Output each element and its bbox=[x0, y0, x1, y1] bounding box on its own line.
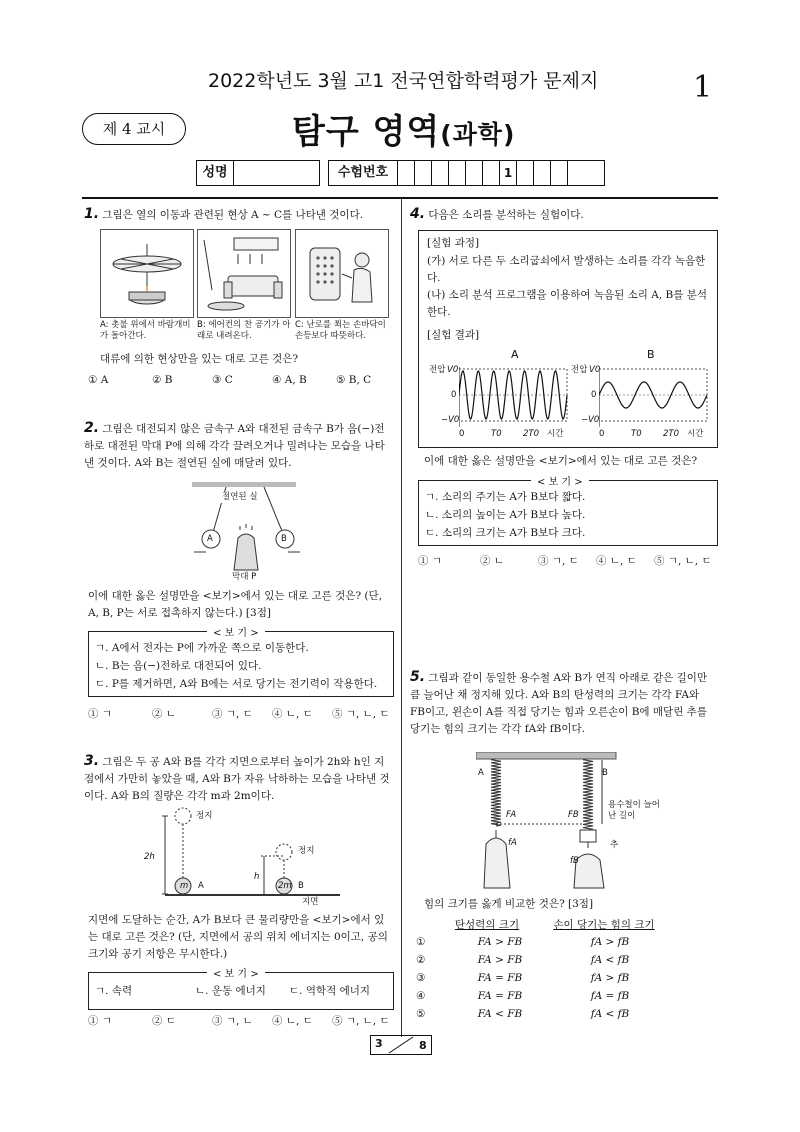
exam-number-label: 수험번호 bbox=[329, 161, 398, 185]
q3-text bbox=[84, 753, 394, 805]
q4-number: 4. bbox=[410, 206, 426, 222]
q4-a-y-top: V0 bbox=[447, 365, 459, 375]
q5-row-3[interactable] bbox=[416, 972, 676, 990]
q1-stem: 그림은 열의 이동과 관련된 현상 A ~ C를 나타낸 것이다. bbox=[102, 209, 364, 221]
q3-ground-label: 지면 bbox=[302, 897, 319, 907]
q4-bogi-1: ㄱ. 소리의 주기는 A가 B보다 짧다. bbox=[425, 491, 586, 503]
exam-title: 2022학년도 3월 고1 전국연합학력평가 문제지 bbox=[208, 70, 599, 92]
q5-row-4-c1: FA = FB bbox=[477, 990, 523, 1002]
name-label: 성명 bbox=[197, 161, 234, 185]
q5-weight-label: 추 bbox=[610, 840, 619, 850]
q5-stem: 그림과 같이 동일한 용수철 A와 B가 연직 아래로 같은 길이만큼 늘어난 채 정지해 있다. A와 B의 탄성력의 크기는 각각 FA와 FB이고, 왼손이 A를 직접 당기는 힘과 오른손이 B에 매달린 추를 당기는 힘의 크기는 각각 fA와 fB이다. bbox=[410, 672, 708, 735]
exam-digit-3[interactable] bbox=[432, 161, 449, 185]
q4-bogi-title: < 보 기 > bbox=[531, 473, 589, 488]
q4-result-title: [실험 결과] bbox=[427, 329, 480, 341]
q4-b-y-zero: 0 bbox=[591, 390, 597, 400]
q4-question: 이에 대한 옳은 설명만을 <보기>에서 있는 대로 고른 것은? bbox=[424, 455, 698, 467]
q5-row-3-c1: FA = FB bbox=[477, 972, 523, 984]
q5-col2-header: 손이 당기는 힘의 크기 bbox=[553, 919, 655, 931]
exam-digit-fixed: 1 bbox=[500, 161, 517, 185]
q4-stem: 다음은 소리를 분석하는 실험이다. bbox=[428, 209, 584, 221]
q1-figure-c bbox=[295, 229, 389, 318]
q2-bogi-1: ㄱ. A에서 전자는 P에 가까운 쪽으로 이동한다. bbox=[95, 642, 309, 654]
q4-b-x-2t0: 2T0 bbox=[663, 429, 680, 439]
q4-procedure-na: (나) 소리 분석 프로그램을 이용하여 녹음된 소리 A, B를 분석한다. bbox=[427, 289, 708, 318]
q5-number: 5. bbox=[410, 669, 426, 685]
q4-graph-b-title: B bbox=[647, 348, 655, 361]
q5-force-fb: FB bbox=[568, 810, 579, 820]
q1-caption-a: A: 촛불 위에서 바람개비가 돌아간다. bbox=[100, 320, 191, 341]
exam-digit-10[interactable] bbox=[551, 161, 568, 185]
q5-row-3-no: ③ bbox=[416, 972, 426, 984]
q5-row-1-c2: fA > fB bbox=[590, 936, 630, 948]
q4-a-x-2t0: 2T0 bbox=[523, 429, 540, 439]
q3-choice-1[interactable]: ① ㄱ bbox=[88, 1015, 112, 1027]
q1-caption-c: C: 난로를 쬐는 손바닥이 손등보다 따뜻하다. bbox=[295, 320, 386, 341]
q4-procedure-title: [실험 과정] bbox=[427, 237, 480, 249]
q3-stem: 그림은 두 공 A와 B를 각각 지면으로부터 높이가 2h와 h인 지점에서 가만히 놓았을 때, A와 B가 자유 낙하하는 모습을 나타낸 것이다. A와 B의 질량은 각각 m과 2m이다. bbox=[84, 756, 390, 802]
subject-title bbox=[292, 104, 515, 153]
name-box bbox=[196, 160, 320, 186]
q5-row-4-no: ④ bbox=[416, 990, 426, 1002]
header-rule bbox=[82, 197, 718, 199]
q2-choice-3[interactable]: ③ ㄱ, ㄷ bbox=[212, 708, 253, 720]
q2-string-label: 절연된 실 bbox=[222, 492, 258, 502]
q3-ball-a: A bbox=[198, 881, 204, 891]
q2-bogi-3: ㄷ. P를 제거하면, A와 B에는 서로 당기는 전기력이 작용한다. bbox=[95, 678, 378, 690]
q4-bogi-2: ㄴ. 소리의 높이는 A가 B보다 높다. bbox=[425, 509, 586, 521]
q1-number: 1. bbox=[84, 206, 100, 222]
q5-col1-header: 탄성력의 크기 bbox=[454, 919, 520, 931]
q5-text bbox=[410, 669, 716, 738]
q5-row-2[interactable] bbox=[416, 954, 676, 972]
q5-row-4-c2: fA = fB bbox=[590, 990, 630, 1002]
column-divider bbox=[401, 199, 402, 1037]
q2-choice-4[interactable]: ④ ㄴ, ㄷ bbox=[272, 708, 313, 720]
q2-choice-1[interactable]: ① ㄱ bbox=[88, 708, 112, 720]
q4-bogi-3: ㄷ. 소리의 크기는 A가 B보다 크다. bbox=[425, 527, 586, 539]
q2-stem: 그림은 대전되지 않은 금속구 A와 대전된 금속구 B가 음(−)전하로 대전된 막대 P에 의해 각각 끌려오거나 밀려나는 모습을 나타낸 것이다. A와 B는 절연된 실에 매달려 있다. bbox=[84, 423, 385, 469]
q3-bogi-3: ㄷ. 역학적 에너지 bbox=[289, 985, 371, 997]
q5-row-2-no: ② bbox=[416, 954, 426, 966]
q1-caption-b: B: 에어컨의 찬 공기가 아래로 내려온다. bbox=[197, 320, 291, 341]
q3-mass-2m: 2m bbox=[278, 881, 292, 891]
q1-choice-1[interactable]: ① A bbox=[88, 374, 109, 386]
q5-spring-a-label: A bbox=[478, 768, 484, 778]
q2-bogi-2: ㄴ. B는 음(−)전하로 대전되어 있다. bbox=[95, 660, 262, 672]
q5-row-2-c1: FA > FB bbox=[477, 954, 523, 966]
q3-question: 지면에 도달하는 순간, A가 B보다 큰 물리량만을 <보기>에서 있는 대로 고른 것은? (단, 지면에서 공의 위치 에너지는 0이고, 공의 크기와 공기 저항은 무시한다.) bbox=[88, 914, 388, 960]
q4-graph-a bbox=[459, 367, 571, 427]
q4-b-x-0: 0 bbox=[599, 429, 605, 439]
q1-choice-2[interactable]: ② B bbox=[152, 374, 173, 386]
q3-stop-b-label: 정지 bbox=[298, 846, 315, 856]
session-badge: 제 4 교시 bbox=[82, 113, 186, 145]
q2-ball-b-label: B bbox=[281, 534, 287, 544]
q2-bogi-title: < 보 기 > bbox=[207, 624, 265, 639]
exam-digit-9[interactable] bbox=[534, 161, 551, 185]
q1-question: 대류에 의한 현상만을 있는 대로 고른 것은? bbox=[100, 353, 299, 365]
page-current: 3 bbox=[375, 1037, 383, 1050]
q5-row-5[interactable] bbox=[416, 1008, 676, 1026]
q5-hand-fb: fB bbox=[570, 856, 579, 866]
q5-answer-table bbox=[416, 936, 676, 1026]
q4-a-x-t0: T0 bbox=[491, 429, 502, 439]
q5-stretch-note: 용수철이 늘어난 길이 bbox=[608, 800, 660, 821]
q5-row-5-c1: FA < FB bbox=[477, 1008, 523, 1020]
q1-text bbox=[84, 206, 394, 224]
q2-choice-2[interactable]: ② ㄴ bbox=[152, 708, 176, 720]
exam-digit-1[interactable] bbox=[398, 161, 415, 185]
q3-choices bbox=[88, 1013, 394, 1028]
q2-text bbox=[84, 420, 394, 472]
q4-b-y-bot: −V0 bbox=[581, 415, 600, 425]
subject-main: 탐구 영역 bbox=[292, 112, 441, 152]
exam-digit-4[interactable] bbox=[449, 161, 466, 185]
q3-bogi-title: < 보 기 > bbox=[207, 965, 265, 980]
q4-procedure-ga: (가) 서로 다른 두 소리굽쇠에서 발생하는 소리를 각각 녹음한다. bbox=[427, 255, 706, 284]
exam-digit-2[interactable] bbox=[415, 161, 432, 185]
q4-experiment-box bbox=[418, 230, 718, 448]
q4-a-x-label: 시간 bbox=[547, 429, 564, 439]
q2-question: 이에 대한 옳은 설명만을 <보기>에서 있는 대로 고른 것은? (단, A, B, P는 서로 접촉하지 않는다.) [3점] bbox=[88, 590, 382, 619]
q2-bogi bbox=[88, 628, 394, 697]
q5-spring-b-label: B bbox=[602, 768, 608, 778]
q4-choices bbox=[418, 553, 718, 568]
q5-force-fa: FA bbox=[506, 810, 517, 820]
q5-row-5-c2: fA < fB bbox=[590, 1008, 630, 1020]
q4-b-y-label: 전압 bbox=[571, 365, 588, 375]
q4-choice-4[interactable]: ④ ㄴ, ㄷ bbox=[596, 555, 637, 567]
q1-choice-4[interactable]: ④ A, B bbox=[272, 374, 307, 386]
q4-choice-5[interactable]: ⑤ ㄱ, ㄴ, ㄷ bbox=[654, 555, 712, 567]
q4-choice-3[interactable]: ③ ㄱ, ㄷ bbox=[538, 555, 579, 567]
q5-row-1-c1: FA > FB bbox=[477, 936, 523, 948]
q3-choice-5[interactable]: ⑤ ㄱ, ㄴ, ㄷ bbox=[332, 1015, 390, 1027]
q1-figure-a bbox=[100, 229, 194, 318]
q2-rod-label: 막대 P bbox=[232, 572, 257, 582]
q3-ball-b: B bbox=[298, 881, 304, 891]
q3-height-2h: 2h bbox=[144, 852, 155, 862]
exam-digit-8[interactable] bbox=[517, 161, 534, 185]
q2-ball-a-label: A bbox=[207, 534, 213, 544]
exam-digit-5[interactable] bbox=[466, 161, 483, 185]
q5-row-5-no: ⑤ bbox=[416, 1008, 426, 1020]
page-total: 8 bbox=[419, 1039, 427, 1052]
q4-graph-a-title: A bbox=[511, 348, 519, 361]
q5-row-2-c2: fA < fB bbox=[590, 954, 630, 966]
q5-question: 힘의 크기를 옳게 비교한 것은? [3점] bbox=[424, 898, 594, 910]
q3-number: 3. bbox=[84, 753, 100, 769]
q2-choice-5[interactable]: ⑤ ㄱ, ㄴ, ㄷ bbox=[332, 708, 390, 720]
q3-choice-2[interactable]: ② ㄷ bbox=[152, 1015, 176, 1027]
q5-hand-fa: fA bbox=[508, 838, 517, 848]
exam-number-box bbox=[328, 160, 605, 186]
q4-b-y-top: V0 bbox=[589, 365, 601, 375]
q5-row-1[interactable] bbox=[416, 936, 676, 954]
page-indicator bbox=[370, 1035, 432, 1055]
q4-a-y-bot: −V0 bbox=[441, 415, 460, 425]
q4-a-x-0: 0 bbox=[459, 429, 465, 439]
q4-choice-1[interactable]: ① ㄱ bbox=[418, 555, 442, 567]
q4-a-y-label: 전압 bbox=[429, 365, 446, 375]
exam-digit-11[interactable] bbox=[568, 161, 604, 185]
q4-text bbox=[410, 206, 716, 224]
q5-row-1-no: ① bbox=[416, 936, 426, 948]
q5-row-3-c2: fA > fB bbox=[590, 972, 630, 984]
q4-choice-2[interactable]: ② ㄴ bbox=[480, 555, 504, 567]
q3-stop-a-label: 정지 bbox=[196, 811, 213, 821]
page-number: 1 bbox=[693, 70, 713, 105]
q4-bogi bbox=[418, 477, 718, 546]
exam-digit-6[interactable] bbox=[483, 161, 500, 185]
q3-choice-4[interactable]: ④ ㄴ, ㄷ bbox=[272, 1015, 313, 1027]
q1-choices bbox=[88, 374, 388, 386]
q1-choice-3[interactable]: ③ C bbox=[212, 374, 233, 386]
q2-number: 2. bbox=[84, 420, 100, 436]
q3-height-h: h bbox=[254, 872, 260, 882]
q3-bogi-2: ㄴ. 운동 에너지 bbox=[195, 985, 266, 997]
subject-sub: (과학) bbox=[440, 120, 516, 149]
q3-bogi-1: ㄱ. 속력 bbox=[95, 985, 133, 997]
name-field[interactable] bbox=[234, 161, 319, 185]
q4-b-x-label: 시간 bbox=[687, 429, 704, 439]
q4-graph-b bbox=[599, 367, 711, 427]
q4-a-y-zero: 0 bbox=[451, 390, 457, 400]
q2-choices bbox=[88, 706, 394, 721]
q4-b-x-t0: T0 bbox=[631, 429, 642, 439]
q3-mass-m: m bbox=[180, 881, 189, 891]
q1-choice-5[interactable]: ⑤ B, C bbox=[336, 374, 372, 386]
q5-row-4[interactable] bbox=[416, 990, 676, 1008]
q1-figure-b bbox=[197, 229, 291, 318]
q3-choice-3[interactable]: ③ ㄱ, ㄴ bbox=[212, 1015, 253, 1027]
q3-bogi bbox=[88, 969, 394, 1010]
